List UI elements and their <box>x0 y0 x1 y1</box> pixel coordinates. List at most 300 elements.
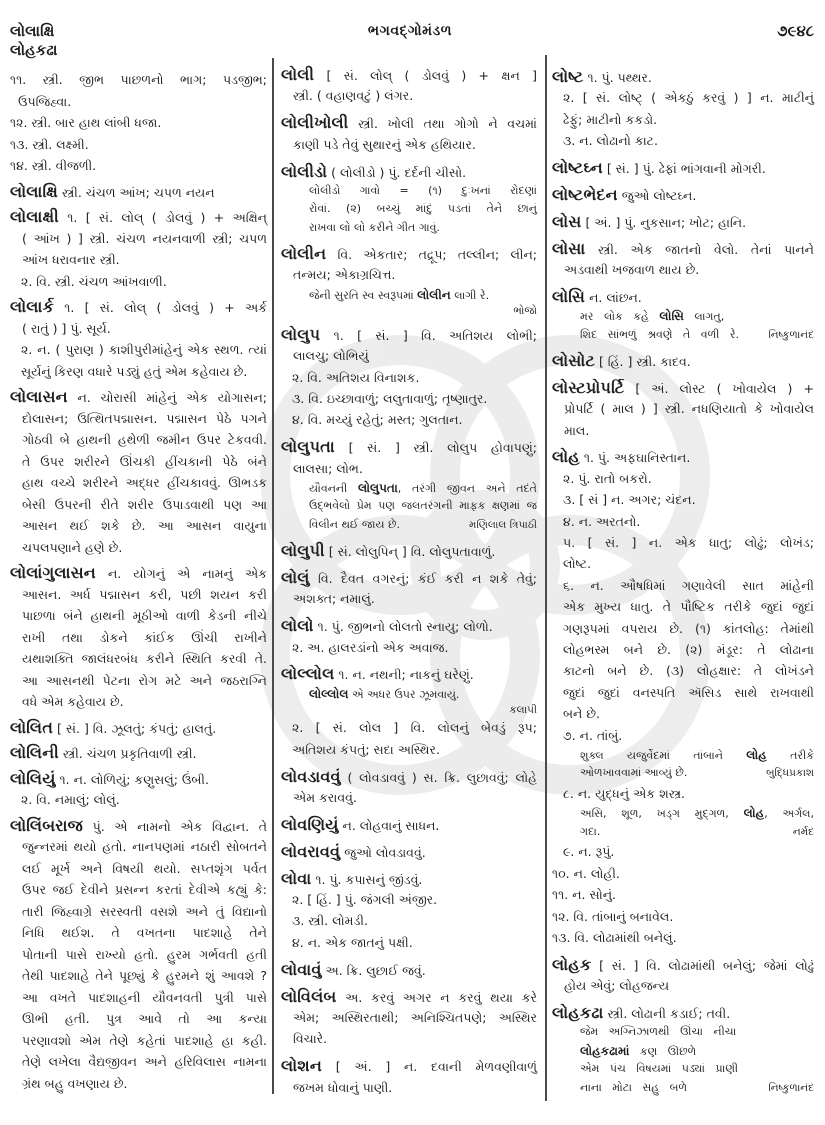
quote-attribution: કલાપી <box>509 704 537 717</box>
entry-line <box>10 987 267 1009</box>
running-head-last-word: લોહકઢા <box>10 41 58 59</box>
entry-text: અતિશય કંપતું; સદા અસ્થિર. <box>292 741 440 757</box>
entry-line <box>281 1077 537 1098</box>
entry-line <box>10 134 267 156</box>
dictionary-entry <box>281 243 537 286</box>
entry-line <box>552 639 814 660</box>
headword: લોલિંબરાજ <box>10 815 83 835</box>
sense-entry <box>10 134 267 156</box>
sense-entry <box>552 511 814 532</box>
entry-text: ૧. પું. જીભનો લોલતો સ્નાયુ; લોળો. <box>317 619 493 635</box>
headword: લોહકઢા <box>552 1003 604 1023</box>
entry-line <box>552 823 814 842</box>
entry-text: અ. ક્રિ. લુછાઈ જવું. <box>325 962 426 978</box>
entry-text: ઓળખાવવામાં આવ્યું છે. <box>580 766 688 780</box>
entry-text: ૧૦. ન. લોહી. <box>552 865 620 881</box>
sense-entry <box>552 841 814 862</box>
entry-text: ૧. ન. લોળિયું; કણુસલું; ઉંબી. <box>59 771 209 787</box>
entry-text: હોય એવું; લોહજન્ય <box>564 978 670 994</box>
dictionary-entry <box>552 184 814 205</box>
dictionary-entry <box>10 386 267 558</box>
entry-line <box>281 1028 537 1049</box>
sense-entry <box>10 789 267 811</box>
headword: લોવડાવવું <box>281 766 341 786</box>
entry-text: ૧૧. ન. સોનું. <box>552 887 616 903</box>
headword: લોવણિયું <box>281 814 339 834</box>
column-2 <box>281 64 537 1098</box>
sense-entry <box>552 575 814 725</box>
sense-entry <box>552 884 814 905</box>
entry-line <box>552 660 814 681</box>
sense-entry <box>10 69 267 112</box>
entry-text: ગોઠવી બે હાથની હથેળી જમીન ઉપર ટેકવવી. <box>22 432 267 447</box>
entry-text: વિ. એકતાર; તદ્રૂપ; તલ્લીન; લીન; <box>337 246 537 262</box>
entry-text: કણ ઊછળે <box>629 1044 697 1058</box>
entry-line <box>281 959 537 980</box>
entry-line <box>281 685 537 704</box>
dictionary-entry <box>281 841 537 862</box>
entry-line <box>552 1042 814 1061</box>
quotation <box>552 307 814 344</box>
sense-entry <box>281 637 537 658</box>
headword: લોષ્ટઘ્ન <box>552 158 603 178</box>
entry-line <box>281 436 537 457</box>
entry-text: રોવાં. (૨) બચ્ચું માંદું પડતાં તેને છાનું <box>309 202 537 216</box>
headword: લોલિની <box>10 743 59 762</box>
entry-text: પાછળા બંને હાથની મૂઠીઓ વાળી કેડની નીચે <box>22 608 267 623</box>
headword: લોવાવું <box>281 959 322 979</box>
entry-line <box>281 243 537 264</box>
entry-line <box>552 398 814 419</box>
dictionary-entry <box>552 377 814 441</box>
entry-line <box>281 588 537 609</box>
entry-line <box>10 789 267 811</box>
entry-line <box>552 553 814 574</box>
headword: લોલુપી <box>281 540 325 560</box>
sense-entry <box>552 130 814 151</box>
entry-text: ૨. પું. રાતો બકરો. <box>563 470 652 486</box>
sense-entry <box>552 468 814 489</box>
highlighted-headword: લોલુપતા <box>357 480 398 495</box>
entry-text: વિચારે. <box>293 1031 328 1047</box>
entry-text: યથાશક્તિ જાલંધરબંધ કરીને સ્થિતિ કરવી તે. <box>22 651 267 666</box>
entry-line <box>10 451 267 473</box>
entry-line <box>10 1073 267 1095</box>
entry-text: દોલાસન; ઉત્થિતપદ્માસન. પદ્માસન પેઠે પગને <box>22 410 267 426</box>
entry-line <box>10 1030 267 1052</box>
entry-text: શુક્લ યજુર્વેદમાં તાંબાને <box>580 748 747 762</box>
entry-line <box>281 367 537 388</box>
entry-text: જખમ ધોવાનું પાણી. <box>293 1079 393 1095</box>
entry-text: સ્ત્રી. લોઢાની કડાઈ; તવી. <box>607 1006 731 1022</box>
entry-text: આ વખતે પાદશાહની યૌવનવતી પુત્રી પાસે <box>22 989 267 1005</box>
quote-attribution: નિષ્કુળાનંદ <box>768 328 814 341</box>
entry-line <box>10 386 267 408</box>
entry-text: [ સં. લોલુપિન્ ] વિ. લોલુપતાવાળું. <box>328 543 496 559</box>
entry-text: ૭. ન. તાંબું. <box>563 727 623 743</box>
entry-text: ૨. [ હિં. ] પું. જંગલી અંજીર. <box>292 892 438 908</box>
headword: લોસ્ટપ્રોપર્ટિ <box>552 377 625 397</box>
entry-text: અડવાથી ખજવાળ થાય છે. <box>564 262 700 278</box>
entry-text: પું. એ નામનો એક વિદ્વાન. તે <box>92 818 268 834</box>
entry-line <box>10 361 267 383</box>
book-title: ભગવદ્ગોમંડળ <box>367 23 453 39</box>
headword: લોસ <box>552 211 582 231</box>
sense-entry <box>552 532 814 575</box>
entry-line <box>552 575 814 596</box>
entry-text: ૨. વિ. સ્ત્રી. ચંચળ આંખવાળી. <box>21 273 167 289</box>
entry-text: જુઓ લોષ્ટઘ્ન. <box>621 187 697 203</box>
sense-entry <box>10 112 267 134</box>
headword: લોલીખોલી <box>281 113 349 133</box>
sense-entry <box>552 863 814 884</box>
entry-line <box>552 954 814 975</box>
entry-line <box>281 1055 537 1076</box>
entry-text: સ્ત્રી. ચંચળ આંખ; ચપળ નયન <box>61 184 215 200</box>
headword: લોલીન <box>281 243 327 263</box>
entry-text: ઢેફું; માટીનો કકડો. <box>563 111 658 127</box>
entry-line <box>552 1079 814 1098</box>
entry-text: અશક્ત; નમાલું. <box>293 591 375 607</box>
headword: લોલી <box>281 65 315 84</box>
entry-line <box>552 596 814 617</box>
headword: લોષ્ટભેદન <box>552 184 618 204</box>
entry-text: ૧૧. સ્ત્રી. જીભ પાછળનો ભાગ; પડજીભ; <box>10 72 267 87</box>
entry-line <box>552 746 814 765</box>
sense-entry <box>552 783 814 804</box>
headword: લોલીડો <box>281 161 328 181</box>
entry-text: ૧૪. સ્ત્રી. વીજળી. <box>10 158 97 173</box>
entry-text: રાખી તથા ડોકને કાંઈક ઊંચી રાખીને <box>22 629 267 645</box>
entry-text: માલ. <box>564 422 590 438</box>
entry-line <box>281 134 537 155</box>
entry-text: [ સં. ] સ્ત્રી. લોલુપ હોવાપણું; <box>348 440 537 456</box>
entry-line <box>281 64 537 85</box>
entry-text: તરીકે <box>766 748 814 762</box>
entry-line <box>281 388 537 409</box>
entry-line <box>10 206 267 228</box>
entry-text: ઉપર જઈ દેવીને પ્રસન્ન કરતાં દેવીએ કહ્યું કે: <box>22 882 267 897</box>
headword: લોલિયું <box>10 768 56 788</box>
dictionary-entry <box>281 986 537 1050</box>
entry-line <box>10 515 267 537</box>
entry-text: ગ્રંથ બહુ વખણાય છે. <box>22 1075 128 1091</box>
entry-text: ( લોવડાવવું ) સ. ક્રિ. લુછાવવું; લોહે <box>347 769 537 785</box>
entry-text: લાલસા; લોભ. <box>293 460 363 476</box>
entry-text: [ હિં. ] સ્ત્રી. કાદવ. <box>598 353 691 369</box>
entry-text: જેમ અગ્નિઝાળથી ઊંચા નીચા <box>580 1025 737 1039</box>
column-1 <box>10 69 267 1094</box>
entry-line <box>10 944 267 966</box>
entry-text: આસન. અર્ધ પદ્માસન કરી, પછી શયન કરી <box>22 586 267 602</box>
entry-line <box>10 494 267 516</box>
quotation <box>552 1023 814 1097</box>
entry-line <box>281 497 537 516</box>
entry-text: પોતાની પાસે રાખ્યો હતો. હુરમ ગર્ભવતી હતી <box>22 946 267 962</box>
entry-line <box>281 663 537 684</box>
entry-text: એ અધર ઉપર ઝૂમવાયું. <box>348 687 460 701</box>
dictionary-entry <box>281 766 537 809</box>
dictionary-entry <box>281 161 537 182</box>
dictionary-entry <box>281 868 537 889</box>
entry-text: ૧૨. વિ. તાંબાનું બનાવેલ. <box>552 908 674 924</box>
dictionary-entry <box>281 64 537 107</box>
entry-line <box>10 605 267 627</box>
entry-text: ( લોલીડો ) પું. દર્દની ચીસો. <box>331 164 467 180</box>
entry-line <box>10 1008 267 1030</box>
entry-line <box>281 516 537 535</box>
entry-text: ૮. ન. યુદ્ધનું એક શસ્ત્ર. <box>563 785 686 801</box>
dictionary-entry <box>10 815 267 1095</box>
entry-text: સ્ત્રી. ચંચળ પ્રકૃતિવાળી સ્ત્રી. <box>62 746 197 761</box>
headword: લોલિત <box>10 717 54 737</box>
entry-line <box>552 184 814 205</box>
entry-text: ન. લોહવાનું સાધન. <box>342 817 440 833</box>
entry-text: ૯. ન. રૂપું. <box>563 844 615 860</box>
entry-text: અ. કરવું અગર ન કરવું થયા કરે <box>345 989 537 1005</box>
dictionary-entry <box>552 1002 814 1023</box>
entry-text: નાના મોટા સહુ બળે <box>580 1080 688 1094</box>
quote-attribution: બુદ્ધિપ્રકાશ <box>766 767 814 780</box>
entry-text: ન. લાંછન. <box>589 290 642 306</box>
entry-text: સ્ત્રી. ( વહાણવટું ) લંગર. <box>293 88 414 104</box>
entry-text: [ સં. ] વિ. લોઢામાંથી બનેલું; જેમાં લોઢું <box>599 957 814 973</box>
entry-text: હાથ વચ્ચે શરીરને અદ્ધર હીંચકાવવું. ઊભડક <box>22 475 267 490</box>
dictionary-entry <box>552 66 814 87</box>
entry-text: ૧. પું. પથ્થર. <box>587 70 652 85</box>
entry-line <box>552 157 814 178</box>
dictionary-entry <box>10 181 267 203</box>
entry-line <box>10 181 267 203</box>
entry-line <box>10 472 267 494</box>
page-number: ૭૯૪૮ <box>777 22 814 40</box>
entry-line <box>10 228 267 250</box>
sense-entry <box>10 155 267 177</box>
entry-line <box>552 468 814 489</box>
sense-entry <box>552 489 814 510</box>
entry-line <box>281 161 537 182</box>
entry-text: [ સં. ] વિ. ઝૂલતું; કંપતું; હાલતું. <box>57 720 217 736</box>
dictionary-entry <box>281 1055 537 1098</box>
entry-text: ૧૩. સ્ત્રી. લક્ષ્મી. <box>10 136 89 152</box>
entry-text: ગણરૂપમાં વપરાય છે. (૧) કાંતલોહ: તેમાંથી <box>563 620 814 636</box>
entry-text: વિલીન થઈ જાય છે. <box>309 517 401 531</box>
dictionary-entry <box>552 446 814 467</box>
sense-entry <box>281 388 537 409</box>
dictionary-entry <box>10 296 267 339</box>
dictionary-entry <box>281 615 537 636</box>
headword: લોલું <box>281 567 310 587</box>
entry-text: ૩. વિ. ઇચ્છાવાળું; લલુતાવાળું; તૃષ્ણાતુર. <box>292 390 488 406</box>
headword: લોલાક્ષિ <box>10 181 58 201</box>
entry-line <box>10 339 267 361</box>
headword: લોલ્લોલ <box>281 664 335 684</box>
entry-line <box>281 868 537 889</box>
entry-text: જુઓ લોવડાવવું. <box>344 844 426 860</box>
quotation <box>281 286 537 319</box>
headword: લોલુપ <box>281 324 321 344</box>
entry-line <box>281 637 537 658</box>
dictionary-entry <box>552 157 814 178</box>
entry-line <box>281 841 537 862</box>
dictionary-entry <box>281 540 537 561</box>
entry-text: કાણી પડે તેવું સુથારનું એક હથિયાર. <box>293 136 476 152</box>
entry-text: જુન્નરમાં થયો હતો. નાનપણમાં નઠારી સોબતને <box>22 839 267 854</box>
quote-attribution: નિષ્કુળાનંદ <box>768 1081 814 1094</box>
quotation <box>552 804 814 841</box>
running-head-first-word: લોલાક્ષિ <box>10 22 55 40</box>
headword: લોલાસન <box>10 387 68 406</box>
entry-text: [ અં. લોસ્ટ ( ખોવાયેલ ) + <box>635 380 814 396</box>
entry-text: [ સં. ] પું. ઢેફાં ભાંગવાની મોગરી. <box>606 161 766 177</box>
sense-entry <box>552 927 814 948</box>
dictionary-entry <box>10 717 267 739</box>
entry-text: જુદાં જુદાં વનસ્પતિ ઍસિડ સાથે રાખવાથી <box>563 684 814 700</box>
dictionary-entry <box>281 112 537 155</box>
entry-text: બને છે. <box>563 706 600 722</box>
entry-text: એમ પંચ વિષયમાં પડ્યાં પ્રાણી <box>580 1062 739 1076</box>
entry-line <box>281 615 537 636</box>
entry-text: ૪. ન. એક જાતનું પક્ષી. <box>292 934 413 950</box>
entry-text: ૨. [ સં. લોષ્ટ્ ( એકઠું કરવું ) ] ન. માટીનું <box>563 90 814 106</box>
entry-text: ૪. ન. અરતનો. <box>563 513 641 529</box>
entry-text: લાગી રે. <box>450 288 490 302</box>
entry-line <box>552 420 814 441</box>
headword: લોલાક્ષી <box>10 207 59 226</box>
entry-line <box>10 922 267 944</box>
entry-text: પ્રોપર્ટિ ( માલ ) ] સ્ત્રી. નધણિયાતો કે ખોવાયેલ <box>564 401 814 417</box>
entry-text: ૧. [ સં. લોલ્ ( ડોલવું ) + અક્ષિન્ <box>67 210 267 225</box>
entry-line <box>10 429 267 451</box>
entry-text: તે ઉપર શરીરને ઊંચકી હીંચકાની પેઠે બંને <box>22 453 267 469</box>
highlighted-headword: લોલીન <box>417 287 451 302</box>
entry-text: એમ; અસ્થિરતાથી; અનિશ્ચિતપણે; અસ્થિર <box>293 1010 537 1025</box>
entry-text: ( આંખ ) ] સ્ત્રી. ચંચળ નયનવાળી સ્ત્રી; ચપળ <box>22 230 267 246</box>
entry-text: અસિ, શૂળ, ખડ્ગ મુદ્ગળ, <box>580 807 744 821</box>
entry-line <box>281 264 537 285</box>
entry-text: [ અં. ] ન. દવાની મેળવણીવાળું <box>335 1059 537 1075</box>
entry-line <box>281 409 537 430</box>
headword: લોશન <box>281 1056 322 1076</box>
entry-line <box>552 87 814 108</box>
dictionary-entry <box>281 324 537 367</box>
entry-text: ૧૩. વિ. લોઢામાંથી બનેલું. <box>552 929 677 945</box>
entry-line <box>552 863 814 884</box>
entry-text: તેથી પાદશાહે તેને પૂછ્યું કે હુરમને શું આવશે ? <box>22 968 267 983</box>
entry-line <box>10 91 267 113</box>
entry-line <box>281 766 537 787</box>
entry-line <box>10 815 267 837</box>
entry-line <box>281 540 537 561</box>
entry-line <box>281 112 537 133</box>
entry-line <box>10 584 267 606</box>
headword: લોવિલંબ <box>281 986 337 1006</box>
entry-text: ૫. [ સં. ] ન. એક ધાતુ; લોઢું; લોખંડ; <box>563 535 814 551</box>
entry-line <box>552 703 814 724</box>
entry-line <box>10 112 267 134</box>
entry-text: રાખવા લો લો કરીને ગીત ગાવું. <box>309 220 440 234</box>
entry-line <box>281 458 537 479</box>
headword: લોહક <box>552 954 592 974</box>
entry-line <box>281 479 537 498</box>
headword: લોસા <box>552 238 586 258</box>
entry-text: ગદા. <box>580 824 601 838</box>
entry-text: ૩. [ સં ] ન. અગર; ચંદન. <box>563 492 696 508</box>
entry-line <box>281 717 537 738</box>
entry-line <box>552 446 814 467</box>
entry-text: જેની સુરતિ સ્વ સ્વરૂપમાં <box>309 288 418 302</box>
entry-line <box>552 66 814 87</box>
entry-line <box>552 489 814 510</box>
entry-line <box>10 717 267 739</box>
entry-text: ૨. અ. હાલરડાંનો એક અવાજ. <box>292 639 449 655</box>
entry-text: ૩. ન. લોઢાનો કાટ. <box>563 133 658 149</box>
entry-line <box>281 1007 537 1028</box>
entry-line <box>281 787 537 808</box>
entry-text: ૬. ન. ઔષધિમાં ગણાવેલી સાત માંહેની <box>563 577 814 593</box>
headword: લોહ <box>552 447 580 467</box>
entry-text: , અર્ગલ, <box>764 807 814 821</box>
entry-text: ન. ચોરાસી માંહેનું એક યોગાસન; <box>77 390 267 405</box>
entry-line <box>552 884 814 905</box>
entry-text: લોષ્ટ. <box>563 556 592 572</box>
entry-text: નિધિ થઈશ. તે વખતના પાદશાહે તેને <box>22 925 267 940</box>
highlighted-headword: લોહ <box>746 747 767 762</box>
sense-entry <box>552 906 814 927</box>
entry-text: લાલચુ; લોભિયું <box>293 348 369 364</box>
quotation <box>281 182 537 238</box>
entry-line <box>10 271 267 293</box>
entry-line <box>281 200 537 219</box>
quote-attribution-line <box>281 703 537 717</box>
entry-line <box>10 537 267 559</box>
entry-line <box>552 130 814 151</box>
highlighted-headword: લોહ <box>743 806 765 821</box>
entry-line <box>281 567 537 588</box>
sense-entry <box>281 717 537 760</box>
entry-line <box>552 1060 814 1079</box>
entry-line <box>10 691 267 713</box>
dictionary-entry <box>552 238 814 281</box>
column-divider <box>272 58 274 1094</box>
headword: લોસોટ <box>552 350 595 370</box>
entry-line <box>281 739 537 760</box>
entry-line <box>10 249 267 271</box>
entry-line <box>10 836 267 858</box>
entry-line <box>552 804 814 823</box>
entry-line <box>10 1051 267 1073</box>
entry-line <box>552 975 814 996</box>
sense-entry <box>281 910 537 931</box>
entry-line <box>552 906 814 927</box>
dictionary-entry <box>10 742 267 764</box>
quote-attribution-line <box>281 304 537 318</box>
entry-line <box>281 814 537 835</box>
entry-text: ( રાતું ) ] પું. સૂર્ય. <box>22 320 111 336</box>
entry-line <box>10 155 267 177</box>
entry-text: ૧. પું. કપાસનું જીંડવું. <box>315 871 423 887</box>
entry-line <box>552 682 814 703</box>
entry-line <box>552 927 814 948</box>
entry-text: લોલીડો ગાવો = (૧) દુઃખનાં રોદણાં <box>309 183 537 197</box>
entry-text: ૧. પું. અફઘાનિસ્તાન. <box>583 450 691 466</box>
dictionary-entry <box>10 206 267 271</box>
entry-text: ૧. [ સં. લોલ્ ( ડોલવું ) + અર્ક <box>64 300 267 315</box>
sense-entry <box>552 87 814 130</box>
column-3 <box>552 66 814 1097</box>
dictionary-entry <box>281 436 537 479</box>
entry-line <box>10 858 267 880</box>
